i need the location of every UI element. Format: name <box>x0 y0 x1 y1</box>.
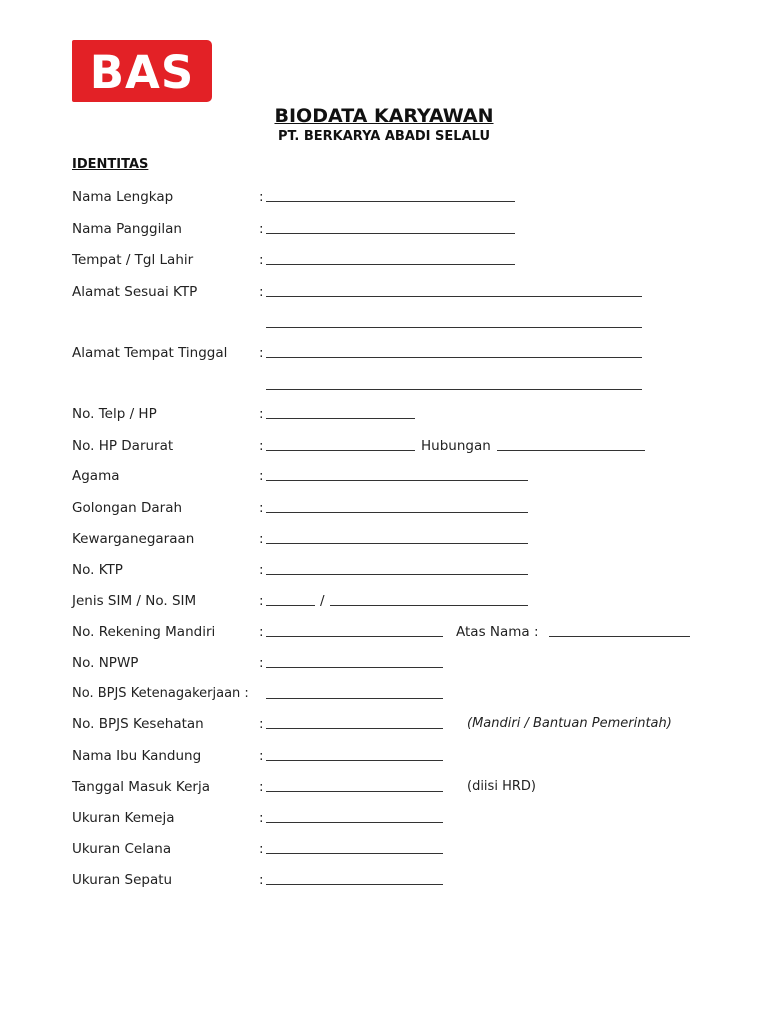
colon: : <box>259 468 264 484</box>
field-row-alamat-ktp-cont <box>0 313 768 333</box>
colon: : <box>259 345 264 361</box>
colon: : <box>259 872 264 888</box>
colon: : <box>259 531 264 547</box>
field-row-rekening <box>0 622 768 642</box>
field-row-nama-panggilan <box>0 219 768 239</box>
colon: : <box>259 252 264 268</box>
tanggal-masuk-note: (diisi HRD) <box>467 779 536 794</box>
alamat-tinggal-blank-2[interactable] <box>266 389 642 390</box>
colon: : <box>259 748 264 764</box>
colon: : <box>259 189 264 205</box>
kewarganegaraan-blank[interactable] <box>266 543 528 544</box>
colon: : <box>259 562 264 578</box>
hubungan-label: Hubungan <box>421 438 491 454</box>
field-row-tempat-tgl-lahir <box>0 250 768 270</box>
field-label: Tanggal Masuk Kerja <box>72 779 210 795</box>
bpjs-kes-blank[interactable] <box>266 728 443 729</box>
field-row-hp-darurat <box>0 436 768 456</box>
field-row-bpjs-tk <box>0 684 768 704</box>
jenis-sim-blank[interactable] <box>266 605 315 606</box>
npwp-blank[interactable] <box>266 667 443 668</box>
field-label: Ukuran Kemeja <box>72 810 175 826</box>
field-row-sepatu <box>0 870 768 890</box>
field-label: Ukuran Celana <box>72 841 172 857</box>
field-label: Nama Panggilan <box>72 221 182 237</box>
bpjs-kes-note: (Mandiri / Bantuan Pemerintah) <box>467 716 672 731</box>
telp-blank[interactable] <box>266 418 415 419</box>
field-label: Nama Lengkap <box>72 189 174 205</box>
nama-panggilan-blank[interactable] <box>266 233 515 234</box>
field-label: No. Telp / HP <box>72 406 157 422</box>
ktp-blank[interactable] <box>266 574 528 575</box>
field-label: No. BPJS Ketenagakerjaan : <box>72 686 249 701</box>
colon: : <box>259 841 264 857</box>
colon: : <box>259 779 264 795</box>
atas-nama-blank[interactable] <box>549 636 690 637</box>
agama-blank[interactable] <box>266 480 528 481</box>
field-label: Golongan Darah <box>72 500 183 516</box>
field-row-golongan-darah <box>0 498 768 518</box>
field-label: Tempat / Tgl Lahir <box>72 252 194 268</box>
field-label: No. KTP <box>72 562 123 578</box>
kemeja-blank[interactable] <box>266 822 443 823</box>
colon: : <box>259 284 264 300</box>
alamat-tinggal-blank-1[interactable] <box>266 357 642 358</box>
alamat-ktp-blank-1[interactable] <box>266 296 642 297</box>
field-row-alamat-ktp <box>0 282 768 302</box>
colon: : <box>259 624 264 640</box>
field-label: No. NPWP <box>72 655 139 671</box>
colon: : <box>259 406 264 422</box>
nama-lengkap-blank[interactable] <box>266 201 515 202</box>
tanggal-masuk-blank[interactable] <box>266 791 443 792</box>
field-label: No. Rekening Mandiri <box>72 624 216 640</box>
no-sim-blank[interactable] <box>330 605 528 606</box>
field-row-npwp <box>0 653 768 673</box>
hubungan-blank[interactable] <box>497 450 645 451</box>
field-row-ktp <box>0 560 768 580</box>
field-row-ibu-kandung <box>0 746 768 766</box>
field-label: Alamat Tempat Tinggal <box>72 345 228 361</box>
field-label: Alamat Sesuai KTP <box>72 284 198 300</box>
field-row-agama <box>0 466 768 486</box>
hp-darurat-blank[interactable] <box>266 450 415 451</box>
colon: : <box>259 221 264 237</box>
golongan-darah-blank[interactable] <box>266 512 528 513</box>
slash: / <box>320 593 325 609</box>
colon: : <box>259 716 264 732</box>
field-row-nama-lengkap <box>0 187 768 207</box>
field-label: Nama Ibu Kandung <box>72 748 202 764</box>
field-label: No. HP Darurat <box>72 438 174 454</box>
field-row-celana <box>0 839 768 859</box>
field-row-kewarganegaraan <box>0 529 768 549</box>
field-row-alamat-tinggal <box>0 343 768 363</box>
field-label: Agama <box>72 468 120 484</box>
colon: : <box>259 593 264 609</box>
colon: : <box>259 810 264 826</box>
ibu-kandung-blank[interactable] <box>266 760 443 761</box>
colon: : <box>259 500 264 516</box>
field-row-kemeja <box>0 808 768 828</box>
field-row-sim <box>0 591 768 611</box>
section-heading-identitas: IDENTITAS <box>72 157 149 172</box>
sepatu-blank[interactable] <box>266 884 443 885</box>
field-row-tanggal-masuk <box>0 777 768 797</box>
atas-nama-label: Atas Nama : <box>456 624 539 640</box>
field-label: Ukuran Sepatu <box>72 872 173 888</box>
field-label: Jenis SIM / No. SIM <box>72 593 197 609</box>
field-label: Kewarganegaraan <box>72 531 195 547</box>
field-row-telp <box>0 404 768 424</box>
bpjs-tk-blank[interactable] <box>266 698 443 699</box>
rekening-blank[interactable] <box>266 636 443 637</box>
company-name: PT. BERKARYA ABADI SELALU <box>277 129 491 144</box>
celana-blank[interactable] <box>266 853 443 854</box>
tempat-tgl-lahir-blank[interactable] <box>266 264 515 265</box>
company-logo <box>72 40 212 102</box>
logo-text: BAS <box>89 45 195 99</box>
document-title: BIODATA KARYAWAN <box>274 105 494 127</box>
colon: : <box>259 655 264 671</box>
field-row-alamat-tinggal-cont <box>0 375 768 395</box>
alamat-ktp-blank-2[interactable] <box>266 327 642 328</box>
field-row-bpjs-kes <box>0 714 768 734</box>
field-label: No. BPJS Kesehatan <box>72 716 204 732</box>
colon: : <box>259 438 264 454</box>
